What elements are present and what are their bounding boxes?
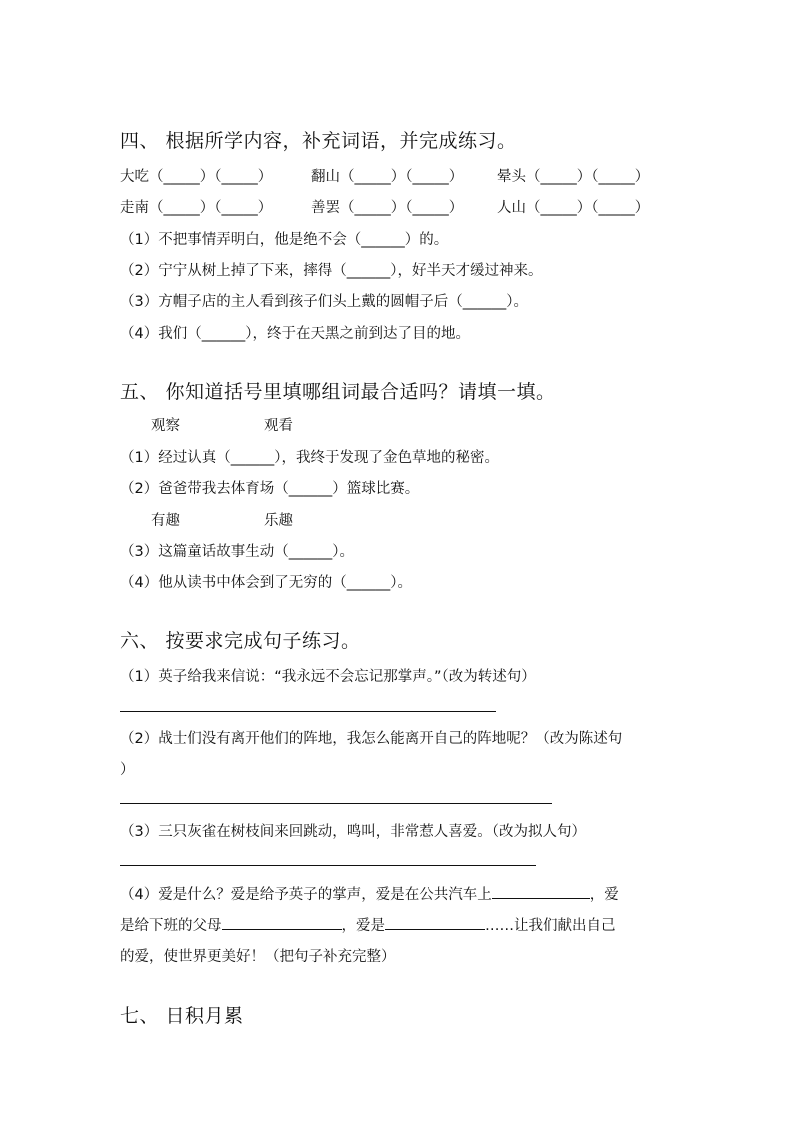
q4-text-5: ……让我们献出自己: [485, 918, 616, 934]
section-4-item-3: （3）方帽子店的主人看到孩子们头上戴的圆帽子后（______）。: [120, 294, 528, 310]
section-6-question-3: （3）三只灰雀在树枝间来回跳动，鸣叫，非常惹人喜爱。（改为拟人句）: [120, 824, 586, 840]
section-5-item-4: （4）他从读书中体会到了无穷的（______）。: [120, 575, 412, 591]
word-pair-1-3: 晕头（_____）（_____）: [497, 169, 650, 185]
section-6-question-4-line-2: [120, 914, 616, 935]
word-pair-2-3: 人山（_____）（_____）: [497, 200, 650, 216]
word-option-fun: 乐趣: [264, 513, 293, 529]
section-6-question-4-line-3: 的爱，使世界更美好！（把句子补充完整）: [120, 949, 396, 965]
q4-text-4: ，爱是: [341, 918, 385, 934]
word-option-interesting: 有趣: [151, 513, 180, 529]
section-5-item-1: （1）经过认真（______），我终于发现了金色草地的秘密。: [120, 450, 499, 466]
section-5-item-3: （3）这篇童话故事生动（______）。: [120, 544, 354, 560]
section-4-item-2: （2）宁宁从树上掉了下来，摔得（______），好半天才缓过神来。: [120, 263, 543, 279]
section-5-item-2: （2）爸爸带我去体育场（______）篮球比赛。: [120, 481, 420, 497]
section-4-heading: 四、 根据所学内容，补充词语，并完成练习。: [120, 130, 517, 152]
q4-blank-2[interactable]: [222, 928, 342, 930]
section-7-heading: 七、 日积月累: [120, 1005, 244, 1027]
answer-line-1[interactable]: [120, 711, 496, 712]
q4-text-3: 是给下班的父母: [120, 918, 222, 934]
word-pair-2-2: 善罢（_____）（_____）: [311, 200, 464, 216]
word-pair-1-2: 翻山（_____）（_____）: [311, 169, 464, 185]
q4-text-1: （4）爱是什么？爱是给予英子的掌声，爱是在公共汽车上: [120, 887, 492, 903]
section-4-item-4: （4）我们（______），终于在天黑之前到达了目的地。: [120, 326, 470, 342]
section-4-item-1: （1）不把事情弄明白，他是绝不会（______）的。: [120, 232, 449, 248]
q4-text-2: ，爱: [589, 887, 619, 903]
word-pair-2-1: 走南（_____）（_____）: [120, 200, 273, 216]
answer-line-3[interactable]: [120, 865, 536, 866]
word-pair-1-1: 大吃（_____）（_____）: [120, 169, 273, 185]
q4-blank-3[interactable]: [385, 928, 485, 930]
q4-blank-1[interactable]: [492, 897, 590, 899]
section-6-heading: 六、 按要求完成句子练习。: [120, 630, 361, 652]
section-6-question-4-line-1: [120, 883, 619, 904]
section-6-question-1: （1）英子给我来信说：“我永远不会忘记那掌声。”（改为转述句）: [120, 669, 536, 685]
section-6-question-2: （2）战士们没有离开他们的阵地，我怎么能离开自己的阵地呢？（改为陈述句: [120, 731, 623, 747]
section-5-heading: 五、 你知道括号里填哪组词最合适吗？请填一填。: [120, 381, 556, 403]
word-option-observe: 观察: [151, 418, 180, 434]
word-option-watch: 观看: [264, 418, 293, 434]
answer-line-2[interactable]: [120, 803, 552, 804]
section-6-question-2-tail: ）: [120, 762, 135, 778]
